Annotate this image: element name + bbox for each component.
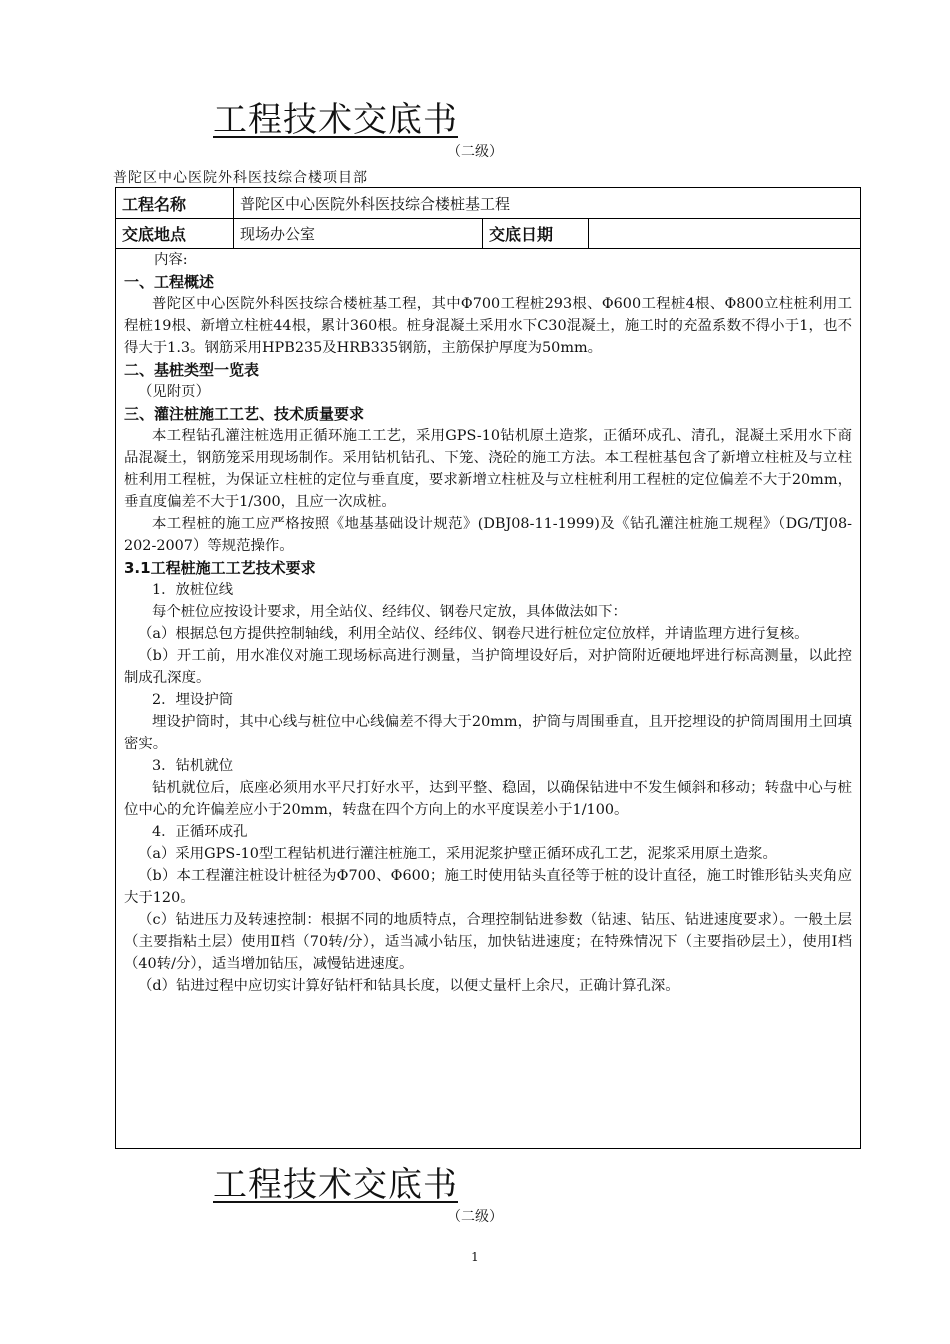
section-3-paragraph-1: 本工程钻孔灌注桩选用正循环施工工艺，采用GPS-10钻机原土造浆，正循环成孔、清孔，混凝土采用水下商品混凝土，钢筋笼采用现场制作。采用钻机钻孔、下笼、浇砼的施工方法。本工程桩基包含了新增立柱桩及与立柱桩利用工程桩，为保证立柱桩的定位与垂直度，要求新增立柱桩及与立柱桩利用工程桩的定位偏差不大于20mm，垂直度偏差不大于1/300，且应一次成桩。 [124, 428, 852, 510]
item-4-c: （c）钻进压力及转速控制：根据不同的地质特点，合理控制钻进参数（钻速、钻压、钻进速度要求）。一般土层（主要指粘土层）使用Ⅱ档（70转/分），适当减小钻压，加快钻进速度；在特殊情况下（主要指砂层土），使用Ⅰ档（40转/分），适当增加钻压，减慢钻进速度。 [124, 912, 852, 972]
page-number: 1 [471, 1250, 479, 1264]
item-2-paragraph: 埋设护筒时，其中心线与桩位中心线偏差不得大于20mm，护筒与周围垂直，且开挖埋设的护筒周围用土回填密实。 [124, 714, 852, 752]
next-page-level-label: （二级） [447, 1209, 503, 1225]
company-name: 普陀区中心医院外科医技综合楼项目部 [113, 170, 368, 186]
item-1-title: 1．放桩位线 [152, 582, 234, 598]
section-1-text: 普陀区中心医院外科医技综合楼桩基工程，其中Φ700工程桩293根、Φ600工程桩4根、Φ800立柱桩利用工程桩19根、新增立柱桩44根，累计360根。桩身混凝土采用水下C30混凝土，施工时的充盈系数不得小于1，也不得大于1.3。钢筋采用HPB235及HRB335钢筋，主筋保护厚度为50mm。 [124, 296, 852, 356]
section-2-text: （见附页） [138, 384, 210, 400]
section-3-title: 三、灌注桩施工工艺、技术质量要求 [124, 405, 365, 423]
project-row [116, 188, 860, 219]
section-2-title: 二、基桩类型一览表 [124, 361, 260, 379]
item-4-title: 4．正循环成孔 [152, 824, 248, 840]
location-value: 现场办公室 [233, 219, 482, 248]
project-value: 普陀区中心医院外科医技综合楼桩基工程 [233, 188, 860, 218]
item-3-paragraph: 钻机就位后，底座必须用水平尺打好水平，达到平整、稳固，以确保钻进中不发生倾斜和移动；转盘中心与桩位中心的允许偏差应小于20mm，转盘在四个方向上的水平度误差小于1/100。 [124, 780, 852, 818]
document-title: 工程技术交底书 [213, 100, 458, 140]
subsection-3-1-title: 3.1工程桩施工工艺技术要求 [124, 559, 316, 577]
item-1-paragraph: 每个桩位应按设计要求，用全站仪、经纬仪、钢卷尺定放，具体做法如下： [152, 604, 627, 620]
item-2-title: 2．埋设护筒 [152, 692, 234, 708]
location-row [116, 219, 860, 249]
project-label: 工程名称 [122, 194, 187, 214]
next-page-title: 工程技术交底书 [213, 1165, 458, 1205]
disclosure-content [116, 249, 860, 997]
item-1-b: （b）开工前，用水准仪对施工现场标高进行测量，当护筒埋设好后，对护筒附近硬地坪进行标高测量，以此控制成孔深度。 [124, 648, 852, 686]
item-4-b: （b）本工程灌注桩设计桩径为Φ700、Φ600；施工时使用钻头直径等于桩的设计直径，施工时锥形钻头夹角应大于120。 [124, 868, 852, 906]
disclosure-form [115, 187, 861, 1149]
item-3-title: 3．钻机就位 [152, 758, 234, 774]
item-1-a: （a）根据总包方提供控制轴线，利用全站仪、经纬仪、钢卷尺进行桩位定位放样，并请监理方进行复核。 [138, 626, 809, 642]
section-3-paragraph-2: 本工程桩的施工应严格按照《地基基础设计规范》(DBJ08-11-1999)及《钻孔灌注桩施工规程》（DG/TJ08-202-2007）等规范操作。 [124, 516, 852, 554]
item-4-a: （a）采用GPS-10型工程钻机进行灌注桩施工，采用泥浆护壁正循环成孔工艺，泥浆采用原土造浆。 [138, 846, 777, 862]
content-intro: 内容: [154, 252, 188, 268]
location-label: 交底地点 [122, 225, 187, 244]
section-1-title: 一、工程概述 [124, 273, 215, 291]
date-value [588, 219, 860, 248]
date-label: 交底日期 [482, 219, 588, 248]
level-label: （二级） [447, 144, 503, 160]
item-4-d: （d）钻进过程中应切实计算好钻杆和钻具长度，以便丈量杆上余尺，正确计算孔深。 [138, 978, 680, 994]
